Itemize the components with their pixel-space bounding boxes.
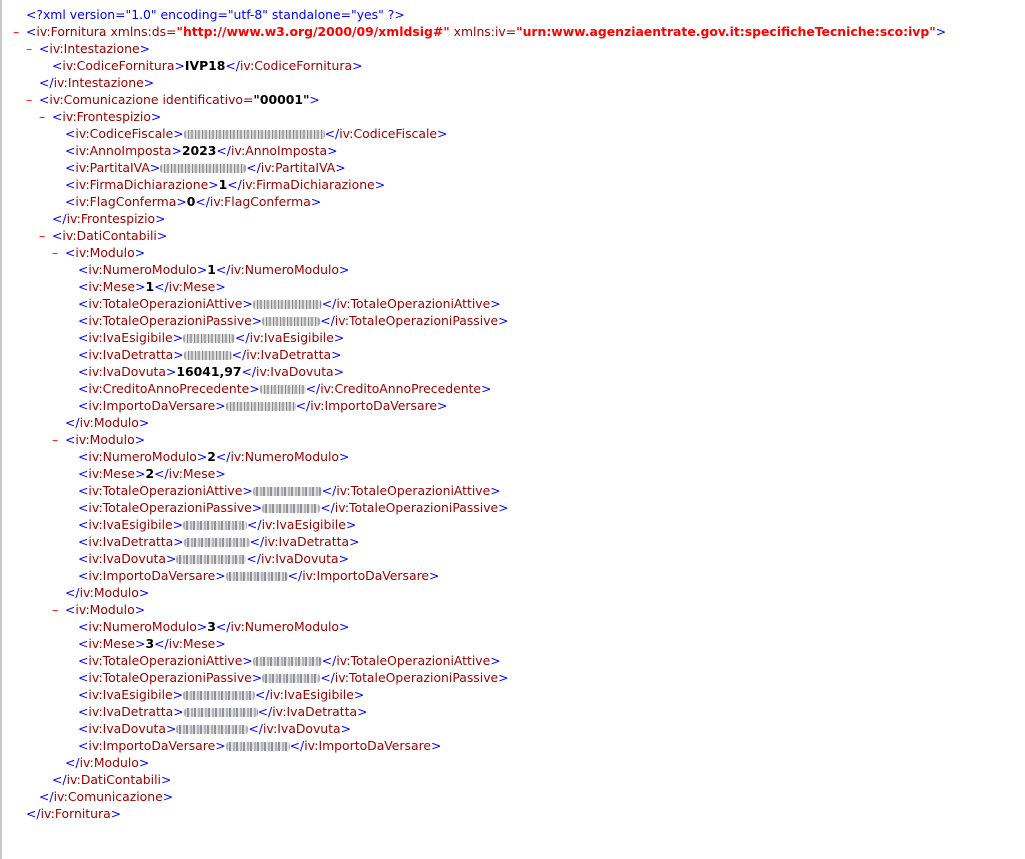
tag-text: <iv:IvaEsigibile> [78, 687, 184, 702]
comunicazione-close-tag: </iv:Comunicazione> [39, 789, 174, 804]
mese-value: 1 [145, 279, 155, 294]
tag-text: </iv:IvaDetratta> [257, 704, 368, 719]
codice-fornitura-line [0, 57, 1025, 74]
tag-text: </iv:ImportoDaVersare> [295, 398, 448, 413]
fornitura-open-tag [26, 23, 946, 40]
totale-operazioni-attive-line [0, 652, 1025, 669]
tag-text: <iv:Comunicazione [39, 92, 159, 107]
tag-text: </iv:IvaDovuta> [248, 721, 351, 736]
flag-value: 0 [186, 194, 196, 209]
tag-text: <iv:FirmaDichiarazione> [65, 177, 219, 192]
modulo-close-tag: </iv:Modulo> [65, 755, 150, 770]
collapse-toggle[interactable]: – [26, 41, 33, 56]
redacted-value [262, 504, 320, 513]
modulo-close-line [0, 414, 1025, 431]
importo-da-versare-line [0, 737, 1025, 754]
tag-text: </iv:NumeroModulo> [215, 262, 350, 277]
comunicazione-close-line [0, 788, 1025, 805]
fornitura-close-tag: </iv:Fornitura> [26, 806, 122, 821]
tag-text: </iv:AnnoImposta> [216, 143, 338, 158]
tag-text: </iv:Mese> [154, 279, 226, 294]
totale-operazioni-passive-line [0, 499, 1025, 516]
tag-text: <iv:CodiceFornitura> [52, 58, 185, 73]
modulo-close-line [0, 754, 1025, 771]
redacted-value [176, 725, 248, 734]
iva-esigibile-line [0, 686, 1025, 703]
firma-value: 1 [218, 177, 228, 192]
tag-text: <iv:IvaDovuta> [78, 721, 177, 736]
totale-operazioni-passive-line [0, 312, 1025, 329]
numero-modulo-line [0, 261, 1025, 278]
tag-text: </iv:IvaDovuta> [246, 551, 349, 566]
anno-imposta-value: 2023 [181, 143, 217, 158]
tag-text: <iv:IvaEsigibile> [78, 517, 184, 532]
collapse-toggle[interactable]: – [39, 109, 46, 124]
modulo-close-line [0, 584, 1025, 601]
xml-declaration: <?xml version="1.0" encoding="utf-8" standalone="yes" ?> [26, 7, 405, 22]
frontespizio-close-line [0, 210, 1025, 227]
tag-text: <iv:PartitaIVA> [65, 160, 161, 175]
tag-text: <iv:NumeroModulo> [78, 262, 208, 277]
tag-text: </iv:NumeroModulo> [215, 449, 350, 464]
redacted-value [262, 674, 320, 683]
redacted-value [184, 708, 258, 717]
tag-text: <iv:Mese> [78, 279, 146, 294]
collapse-toggle[interactable]: – [52, 432, 59, 447]
tag-text: </iv:TotaleOperazioniPassive> [320, 670, 509, 685]
tag-text: </iv:TotaleOperazioniAttive> [321, 483, 501, 498]
iva-esigibile-line [0, 516, 1025, 533]
modulo-open-line [0, 431, 1025, 448]
redacted-value [226, 402, 296, 411]
iva-esigibile-line [0, 329, 1025, 346]
tag-text: <iv:CreditoAnnoPrecedente> [78, 381, 260, 396]
attr-value: "http://www.w3.org/2000/09/xmldsig#" [176, 24, 450, 39]
redacted-value [183, 334, 235, 343]
tag-text: </iv:NumeroModulo> [215, 619, 350, 634]
tag-text: </iv:TotaleOperazioniAttive> [321, 296, 501, 311]
tag-text: </iv:IvaEsigibile> [247, 517, 357, 532]
tag-text: <iv:FlagConferma> [65, 194, 187, 209]
tag-text: <iv:Mese> [78, 636, 146, 651]
tag-text: <iv:ImportoDaVersare> [78, 398, 226, 413]
xml-document-view [0, 6, 1025, 822]
modulo-open-tag: <iv:Modulo> [65, 245, 146, 260]
tag-text: <iv:TotaleOperazioniAttive> [78, 653, 253, 668]
tag-text: <iv:TotaleOperazioniAttive> [78, 483, 253, 498]
collapse-toggle[interactable]: – [39, 228, 46, 243]
numero-modulo-value: 2 [207, 449, 216, 464]
redacted-value [183, 691, 255, 700]
tag-text: <iv:IvaDovuta> [78, 551, 177, 566]
intestazione-close-tag: </iv:Intestazione> [39, 75, 155, 90]
importo-da-versare-line [0, 567, 1025, 584]
modulo-open-line [0, 601, 1025, 618]
tag-text: </iv:TotaleOperazioniAttive> [321, 653, 501, 668]
modulo-open-tag: <iv:Modulo> [65, 602, 146, 617]
redacted-value [226, 742, 290, 751]
tag-text: </iv:IvaEsigibile> [255, 687, 365, 702]
tag-text: <iv:IvaDetratta> [78, 347, 184, 362]
mese-line [0, 278, 1025, 295]
redacted-value [226, 572, 288, 581]
redacted-value [262, 317, 320, 326]
numero-modulo-line [0, 618, 1025, 635]
fornitura-open-line [0, 23, 1025, 40]
attr-name: xmlns:ds= [106, 24, 177, 39]
tag-text: <iv:AnnoImposta> [65, 143, 182, 158]
iva-detratta-line [0, 533, 1025, 550]
firma-dichiarazione-line [0, 176, 1025, 193]
totale-operazioni-passive-line [0, 669, 1025, 686]
frontespizio-close-tag: </iv:Frontespizio> [52, 211, 166, 226]
tag-text: <iv:ImportoDaVersare> [78, 568, 226, 583]
tag-text: </iv:IvaDovuta> [241, 364, 345, 379]
redacted-value [183, 521, 247, 530]
flag-conferma-line [0, 193, 1025, 210]
tag-text: </iv:IvaEsigibile> [235, 330, 345, 345]
intestazione-open-tag: <iv:Intestazione> [39, 41, 150, 56]
tag-text: </iv:ImportoDaVersare> [287, 568, 440, 583]
tag-text: </iv:FirmaDichiarazione> [227, 177, 386, 192]
iva-detratta-line [0, 346, 1025, 363]
totale-operazioni-attive-line [0, 295, 1025, 312]
redacted-value [184, 130, 325, 139]
tag-text: </iv:IvaDetratta> [231, 347, 342, 362]
totale-operazioni-attive-line [0, 482, 1025, 499]
tag-text: </iv:FlagConferma> [195, 194, 322, 209]
tag-text: <iv:TotaleOperazioniPassive> [78, 500, 263, 515]
redacted-value [184, 351, 232, 360]
tag-text: <iv:TotaleOperazioniAttive> [78, 296, 253, 311]
intestazione-open-line [0, 40, 1025, 57]
partita-iva-line [0, 159, 1025, 176]
tag-text: <iv:IvaEsigibile> [78, 330, 184, 345]
tag-text: <iv:Mese> [78, 466, 146, 481]
tag-text: </iv:CodiceFornitura> [225, 58, 363, 73]
fornitura-close-line [0, 805, 1025, 822]
mese-line [0, 635, 1025, 652]
dati-contabili-close-tag: </iv:DatiContabili> [52, 772, 172, 787]
frontespizio-open-line [0, 108, 1025, 125]
numero-modulo-value: 3 [207, 619, 216, 634]
tag-text: <iv:NumeroModulo> [78, 619, 208, 634]
redacted-value [160, 164, 246, 173]
attr-name: xmlns:iv= [449, 24, 517, 39]
redacted-value [184, 538, 250, 547]
redacted-value [253, 487, 322, 496]
modulo-open-tag: <iv:Modulo> [65, 432, 146, 447]
iva-detratta-line [0, 703, 1025, 720]
tag-text: <iv:IvaDetratta> [78, 704, 184, 719]
tag-text: <iv:NumeroModulo> [78, 449, 208, 464]
mese-value: 2 [145, 466, 155, 481]
tag-text: <iv:ImportoDaVersare> [78, 738, 226, 753]
anno-imposta-line [0, 142, 1025, 159]
tag-text: </iv:Mese> [154, 466, 226, 481]
frontespizio-open-tag: <iv:Frontespizio> [52, 109, 162, 124]
collapse-toggle[interactable]: – [13, 24, 20, 39]
xml-declaration-line [0, 6, 1025, 23]
importo-da-versare-line [0, 397, 1025, 414]
tag-text: </iv:TotaleOperazioniPassive> [320, 500, 509, 515]
tag-text: <iv:TotaleOperazioniPassive> [78, 670, 263, 685]
numero-modulo-line [0, 448, 1025, 465]
collapse-toggle[interactable]: – [52, 602, 59, 617]
iva-dovuta-line [0, 720, 1025, 737]
tag-text: </iv:TotaleOperazioniPassive> [320, 313, 509, 328]
tag-bracket: > [309, 92, 320, 107]
codice-fornitura-value: IVP18 [184, 58, 226, 73]
modulo-close-tag: </iv:Modulo> [65, 585, 150, 600]
tag-text: <iv:TotaleOperazioniPassive> [78, 313, 263, 328]
credito-anno-precedente-line [0, 380, 1025, 397]
tag-text: <iv:Fornitura [26, 24, 107, 39]
modulo-close-tag: </iv:Modulo> [65, 415, 150, 430]
numero-modulo-value: 1 [207, 262, 216, 277]
redacted-value [253, 300, 322, 309]
tag-text: <iv:IvaDetratta> [78, 534, 184, 549]
tag-text: </iv:PartitaIVA> [246, 160, 346, 175]
attr-name: identificativo= [158, 92, 254, 107]
redacted-value [260, 385, 306, 394]
iva-dovuta-line [0, 550, 1025, 567]
redacted-value [253, 657, 322, 666]
attr-value: "urn:www.agenziaentrate.gov.it:specificheTecniche:sco:ivp" [516, 24, 936, 39]
tag-bracket: > [935, 24, 947, 39]
iva-dovuta-value: 16041,97 [176, 364, 242, 379]
attr-value: "00001" [253, 92, 310, 107]
iva-dovuta-line [0, 363, 1025, 380]
redacted-value [176, 555, 246, 564]
tag-text: </iv:CodiceFiscale> [324, 126, 448, 141]
mese-line [0, 465, 1025, 482]
tag-text: <iv:IvaDovuta> [78, 364, 177, 379]
mese-value: 3 [145, 636, 155, 651]
collapse-toggle[interactable]: – [52, 245, 59, 260]
tag-text: </iv:Mese> [154, 636, 226, 651]
codice-fiscale-line [0, 125, 1025, 142]
dati-contabili-open-line [0, 227, 1025, 244]
tag-text: </iv:IvaDetratta> [249, 534, 360, 549]
dati-contabili-open-tag: <iv:DatiContabili> [52, 228, 168, 243]
comunicazione-open-line [0, 91, 1025, 108]
tag-text: <iv:CodiceFiscale> [65, 126, 184, 141]
tag-text: </iv:ImportoDaVersare> [289, 738, 442, 753]
modulo-open-line [0, 244, 1025, 261]
tag-text: </iv:CreditoAnnoPrecedente> [305, 381, 492, 396]
intestazione-close-line [0, 74, 1025, 91]
collapse-toggle[interactable]: – [26, 92, 33, 107]
dati-contabili-close-line [0, 771, 1025, 788]
